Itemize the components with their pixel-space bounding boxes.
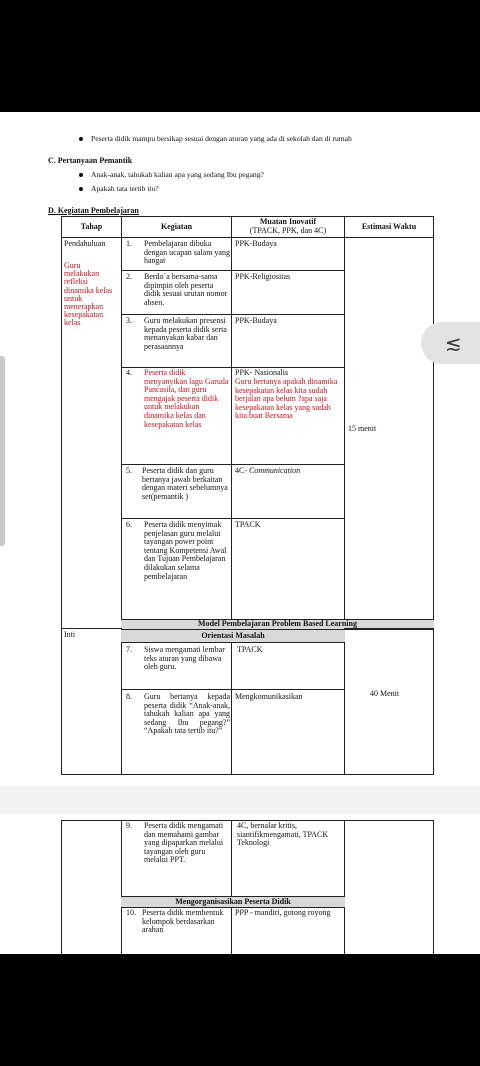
header-kegiatan: Kegiatan bbox=[160, 222, 193, 231]
muatan-3: PPK-Budaya bbox=[235, 316, 277, 325]
header-tahap: Tahap bbox=[80, 222, 103, 231]
section-c-bullet: Anak-anak, tahukah kalian apa yang sedang Ibu pegang? bbox=[91, 170, 264, 179]
kegiatan-1: Pembelajaran dibuka dengan ucapan salam yang hangat bbox=[144, 239, 230, 266]
muatan-8: Mengkomunikasikan bbox=[235, 692, 303, 701]
model-row-label: Model Pembelajaran Problem Based Learning bbox=[198, 619, 357, 628]
organisasi-row bbox=[121, 896, 345, 908]
muatan-9: 4C, bernalar kritis, siantifikmengamati, TPACK Teknologi bbox=[237, 821, 329, 848]
estimasi-pendahuluan: 15 menit bbox=[348, 424, 377, 433]
kegiatan-2: Berdo`a bersama-sama dipimpin oleh peserta didik sesuai urutan nomor absen. bbox=[144, 272, 228, 307]
estimasi-inti: 40 Menit bbox=[370, 689, 400, 698]
muatan-5-code: 4C- bbox=[235, 466, 249, 475]
kegiatan-9: Peserta didik mengamati dan memahami gambar yang dipaparkan melalui tayangan oleh guru melalui PPT. bbox=[144, 821, 224, 865]
row-number: 9. bbox=[126, 821, 132, 830]
section-c-bullet: Apakah tata tertib itu? bbox=[91, 184, 159, 193]
muatan-5-skill: Communication bbox=[249, 466, 301, 475]
tahap-pendahuluan: Pendahuluan bbox=[64, 239, 106, 248]
row-number: 1. bbox=[126, 239, 132, 248]
kegiatan-8: Guru bertanya kepada peserta didik “Anak-anak, tahukah kalian apa yang sedang Ibu pegang?” “Apakah tata tertib itu?” bbox=[144, 692, 230, 736]
header-muatan-sub: (TPACK, PPK, dan 4C) bbox=[249, 226, 327, 235]
row-number: 7. bbox=[126, 645, 132, 654]
row-number: 3. bbox=[126, 316, 132, 325]
orientasi-label: Orientasi Masalah bbox=[201, 631, 265, 640]
page-gap bbox=[0, 786, 480, 814]
kegiatan-4: Peserta didik menyanyikan lagu Garuda Pancasila, dan guru mengajak peserta didik untuk melakukan dinamika kelas dan kesepakatan kelas bbox=[144, 368, 229, 429]
row-number: 5. bbox=[126, 466, 132, 475]
muatan-2: PPK-Religiositas bbox=[235, 272, 291, 281]
muatan-6: TPACK bbox=[235, 520, 261, 529]
kegiatan-5: Peserta didik dan guru bertanya jawab berkaitan dengan materi sebelumnya set(pemantik ) bbox=[142, 466, 228, 501]
document-page-1 bbox=[0, 112, 480, 786]
row-number: 6. bbox=[126, 520, 132, 529]
back-swipe-glyph: ≲ bbox=[445, 331, 462, 355]
tahap-inti: Inti bbox=[64, 630, 76, 639]
kegiatan-10: Peserta didik membentuk kelompok berdasarkan arahan bbox=[142, 908, 224, 935]
kegiatan-3: Guru melakukan presensi kepada peserta didik serta menanyakan kabar dan perasaannya bbox=[144, 316, 227, 351]
row-number: 8. bbox=[126, 692, 132, 701]
header-muatan: Muatan Inovatif bbox=[259, 217, 317, 226]
row-number: 4. bbox=[126, 368, 132, 377]
muatan-1: PPK-Budaya bbox=[235, 239, 277, 248]
section-c-heading: C. Pertanyaan Pemantik bbox=[48, 156, 133, 165]
kegiatan-6: Peserta didik menyimak penjelasan guru melalui tayangan power point tentang Kompetensi Awal dan Tujuan Pembelajaran dilakukan selama pembelajaran bbox=[144, 520, 227, 581]
muatan-4: PPK- Nasionalis bbox=[235, 368, 289, 377]
orientasi-row bbox=[121, 630, 345, 643]
pendahuluan-note: Guru melakukan refleksi dinamika kelas untuk menerapkan kesepakatan kelas bbox=[64, 261, 113, 328]
scroll-edge-handle[interactable] bbox=[0, 356, 5, 546]
header-estimasi: Estimasi Waktu bbox=[361, 222, 417, 231]
kegiatan-7: Siswa mengamati lembar teks aturan yang dibawa oleh guru. bbox=[144, 645, 225, 672]
section-d-heading: D. Kegiatan Pembelajaran bbox=[48, 206, 139, 215]
muatan-7: TPACK bbox=[237, 645, 263, 654]
back-swipe-icon[interactable] bbox=[421, 322, 480, 364]
organisasi-label: Mengorganisasikan Peserta Didik bbox=[175, 897, 291, 906]
intro-bullet: Peserta didik mampu bersikap sesuai dengan aturan yang ada di sekolah dan di rumah bbox=[91, 134, 352, 143]
document-page-2 bbox=[0, 814, 480, 954]
muatan-4-note: Guru bertanya apakah dinamika kesepakatan kelas kita sudah berjalan apa belum ?apa saja kesepakatan kelas yang sudah kita buat Bersama bbox=[235, 377, 338, 421]
muatan-10: PPP - mandiri, gotong royong bbox=[235, 908, 331, 917]
muatan-5 bbox=[235, 467, 300, 476]
row-number: 2. bbox=[126, 272, 132, 281]
row-number: 10. bbox=[126, 908, 136, 917]
